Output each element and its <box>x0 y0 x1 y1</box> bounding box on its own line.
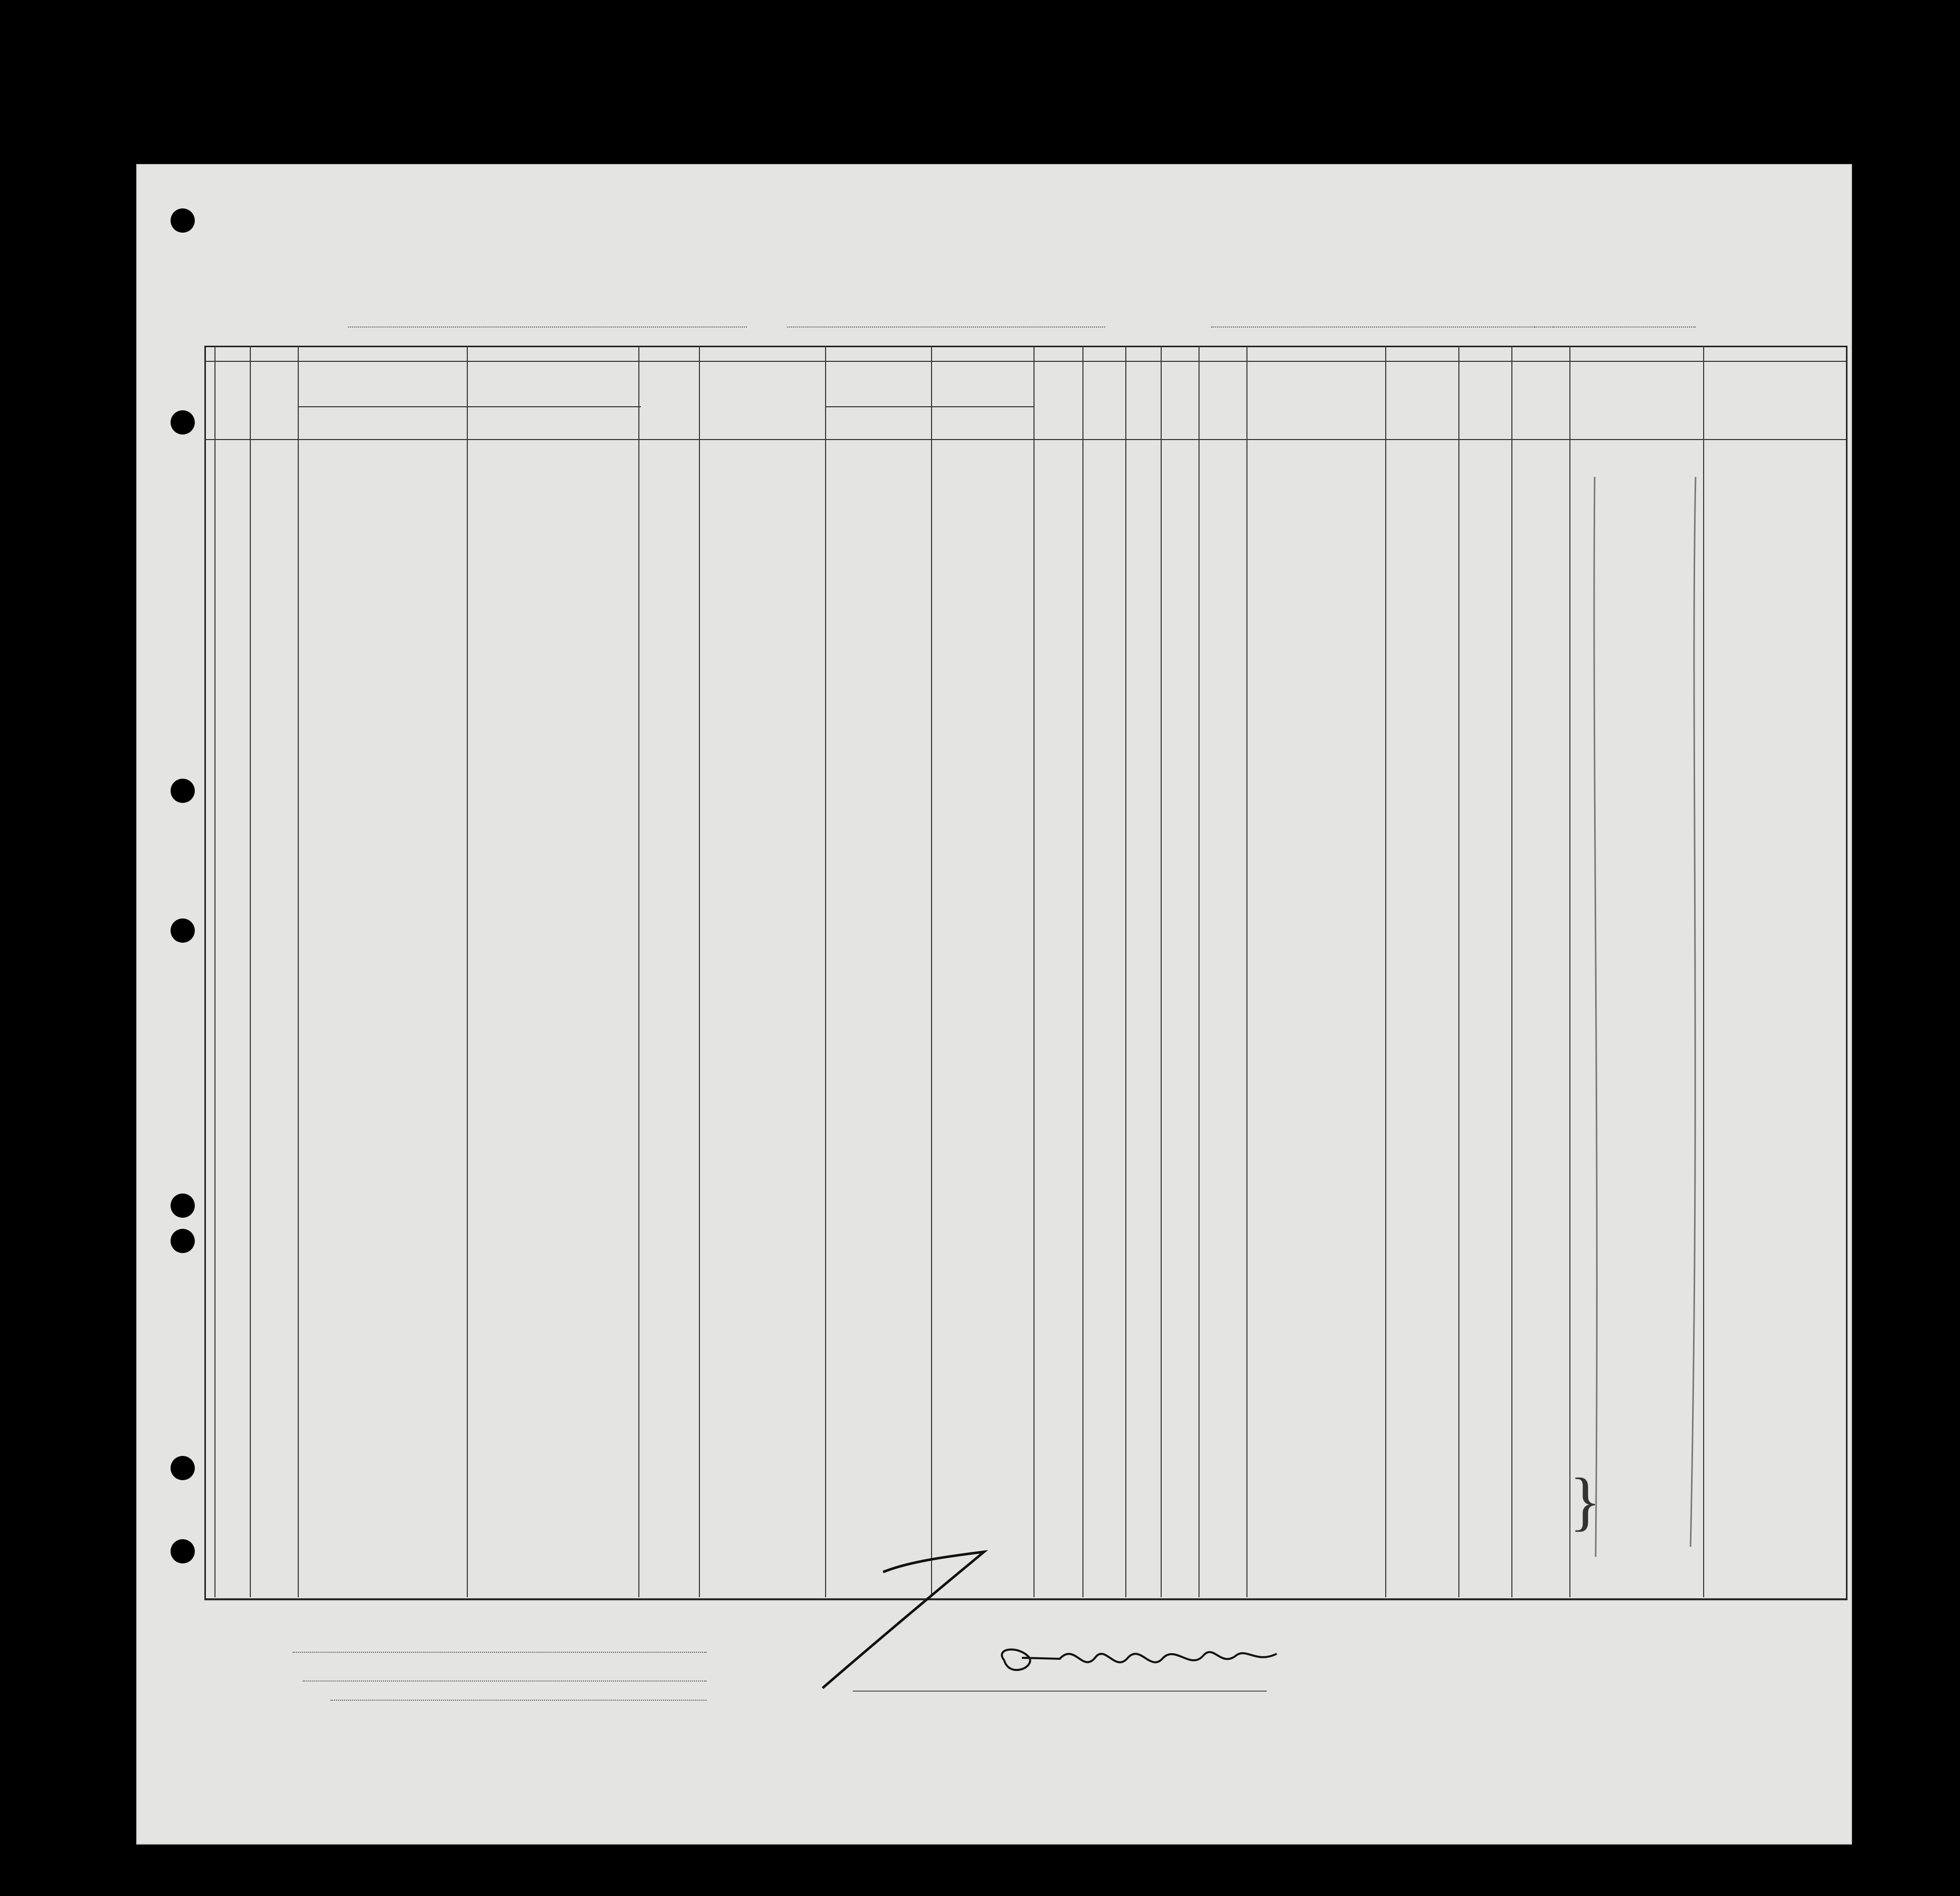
column-divider <box>467 346 468 1597</box>
pencil-marks <box>1539 467 1716 1567</box>
punch-hole <box>171 1539 195 1563</box>
punch-hole <box>171 779 195 803</box>
column-divider <box>931 346 932 1597</box>
column-divider <box>1385 346 1386 1597</box>
date-underline <box>1534 327 1696 328</box>
column-divider <box>699 346 700 1597</box>
punch-hole <box>171 1229 195 1253</box>
vessel-underline <box>348 327 747 328</box>
column-divider <box>1246 346 1247 1597</box>
inspector-signature <box>792 1532 1347 1698</box>
column-divider <box>214 346 215 1597</box>
transfer-brace: } <box>1569 1465 1601 1538</box>
punch-hole <box>171 918 195 943</box>
agents-underline <box>331 1700 706 1701</box>
column-divider <box>1033 346 1035 1597</box>
column-divider <box>1125 346 1126 1597</box>
shipped-subheader-divider <box>825 406 1033 407</box>
owners-underline <box>303 1681 706 1682</box>
manifest-sheet <box>136 164 1852 1845</box>
column-divider <box>825 346 826 1597</box>
arrival-underline <box>1211 327 1554 328</box>
port-underline <box>787 327 1105 328</box>
header-divider <box>204 361 1846 362</box>
column-divider <box>1082 346 1083 1597</box>
line-underline <box>293 1652 706 1653</box>
punch-hole <box>171 1194 195 1218</box>
column-divider <box>1161 346 1162 1597</box>
name-subheader-divider <box>298 406 641 407</box>
header-bottom-divider <box>204 439 1846 440</box>
column-divider <box>1511 346 1512 1597</box>
punch-hole <box>171 1456 195 1480</box>
column-divider <box>1458 346 1459 1597</box>
column-divider <box>1199 346 1200 1597</box>
column-divider <box>298 346 299 1597</box>
column-divider <box>250 346 251 1597</box>
column-divider <box>638 346 639 1597</box>
punch-hole <box>171 410 195 435</box>
punch-hole <box>171 208 195 233</box>
